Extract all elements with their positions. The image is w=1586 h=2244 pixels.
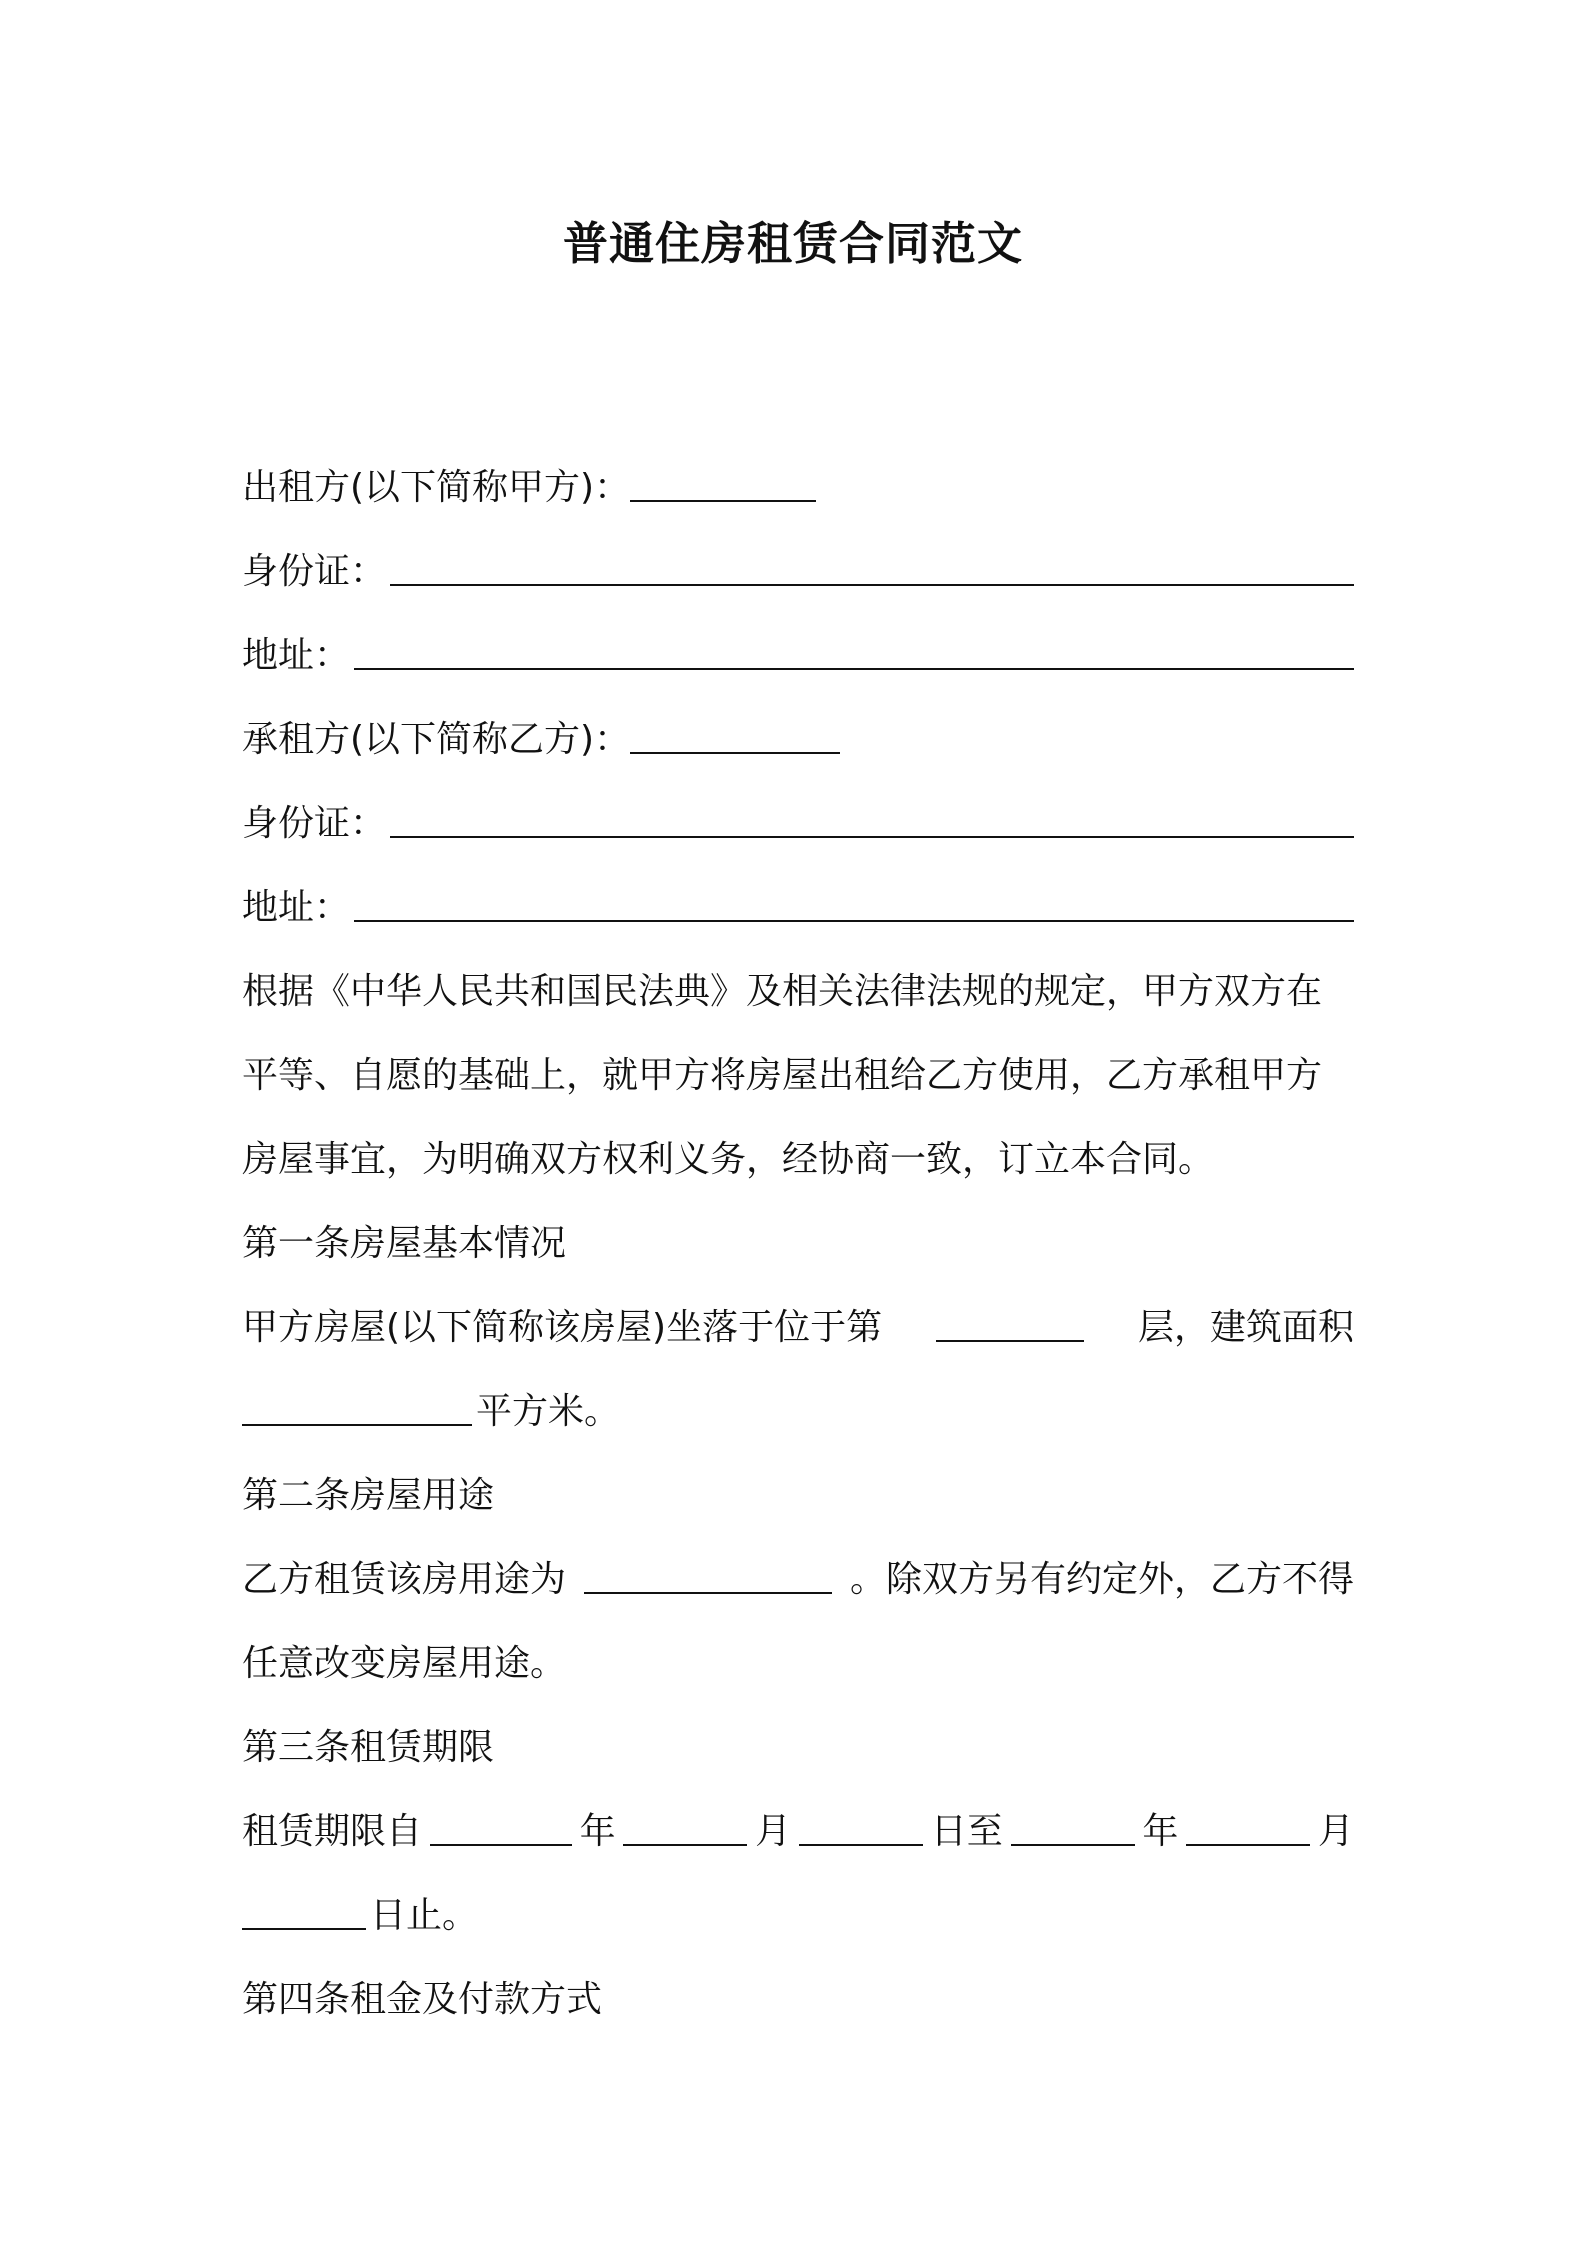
- end-year-blank: [1011, 1818, 1135, 1846]
- lessor-address-blank: [354, 642, 1354, 670]
- lessee-line: [242, 698, 1354, 782]
- article3-text: 租赁期限自: [242, 1811, 423, 1852]
- lessor-id-label: 身份证：: [242, 551, 387, 592]
- preamble-line: 平等、自愿的基础上，就甲方将房屋出租给乙方使用，乙方承租甲方: [242, 1055, 1323, 1096]
- article2-line-2: 任意改变房屋用途。: [242, 1643, 567, 1684]
- end-month-blank: [1186, 1818, 1310, 1846]
- article2-line: [242, 1538, 1354, 1622]
- article2-text-b: 。除双方另有约定外，乙方不得: [849, 1559, 1354, 1600]
- article3-line: [242, 1790, 1354, 1874]
- lessee-id-line: [242, 782, 1354, 866]
- preamble-line: 根据《中华人民共和国民法典》及相关法律法规的规定，甲方双方在: [242, 971, 1323, 1012]
- lessor-line: [242, 446, 1354, 530]
- start-day-blank: [799, 1818, 923, 1846]
- lessee-blank: [630, 726, 840, 754]
- article2-text-a: 乙方租赁该房用途为: [242, 1559, 567, 1600]
- lessee-label: 承租方(以下简称乙方)：: [242, 719, 631, 760]
- article2-heading: 第二条房屋用途: [242, 1475, 495, 1516]
- article1-text-c: 平方米。: [476, 1391, 621, 1432]
- floor-blank: [936, 1314, 1084, 1342]
- article1-line-2: [242, 1370, 1354, 1454]
- lessee-address-label: 地址：: [242, 887, 351, 928]
- article1-text-a: 甲方房屋(以下简称该房屋)坐落于位于第: [242, 1307, 883, 1348]
- article1-heading: 第一条房屋基本情况: [242, 1223, 567, 1264]
- article4-heading: 第四条租金及付款方式: [242, 1979, 603, 2020]
- document-title: 普通住房租赁合同范文: [562, 217, 1023, 270]
- article1-line: [242, 1286, 1354, 1370]
- area-blank: [242, 1398, 472, 1426]
- article3-text: 年: [579, 1811, 616, 1852]
- lessor-label: 出租方(以下简称甲方)：: [242, 467, 631, 508]
- lessor-blank: [630, 474, 816, 502]
- lessee-id-label: 身份证：: [242, 803, 387, 844]
- preamble-line: 房屋事宜，为明确双方权利义务，经协商一致，订立本合同。: [242, 1139, 1215, 1180]
- start-year-blank: [430, 1818, 572, 1846]
- article3-heading: 第三条租赁期限: [242, 1727, 495, 1768]
- lessor-address-label: 地址：: [242, 635, 351, 676]
- article3-line-2: [242, 1874, 1354, 1958]
- usage-blank: [584, 1566, 832, 1594]
- article3-text: 月: [755, 1811, 792, 1852]
- article1-text-b: 层，建筑面积: [1137, 1307, 1354, 1348]
- lessee-address-line: [242, 866, 1354, 950]
- lessor-id-blank: [390, 558, 1354, 586]
- lessee-id-blank: [390, 810, 1354, 838]
- article3-text: 月: [1317, 1811, 1354, 1852]
- lessor-address-line: [242, 614, 1354, 698]
- article3-end: 日止。: [370, 1895, 479, 1936]
- start-month-blank: [623, 1818, 747, 1846]
- document-body: [242, 446, 1354, 2042]
- end-day-blank: [242, 1902, 366, 1930]
- article3-text: 年: [1142, 1811, 1179, 1852]
- article3-text: 日至: [930, 1811, 1003, 1852]
- lessor-id-line: [242, 530, 1354, 614]
- lessee-address-blank: [354, 894, 1354, 922]
